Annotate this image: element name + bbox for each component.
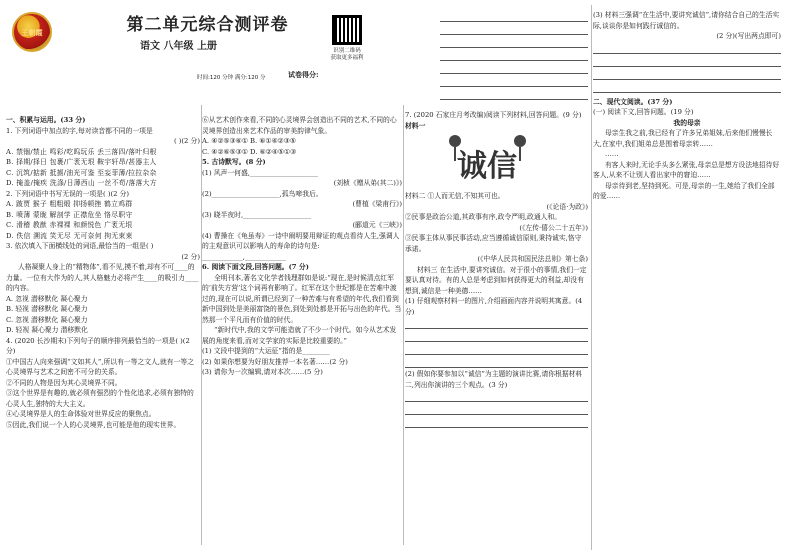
question: 3. 依次填入下面横线处的词语,最恰当的一组是( )	[6, 242, 154, 250]
poem-line[interactable]: (1) 风声一何盛,____________________	[202, 168, 318, 177]
sentence: ⑤因此,我们说一个人的心灵境界,也可能是他的现实世界。	[6, 420, 181, 429]
sentence: ④心灵境界是人的生命体验对世界反应的聚焦点。	[6, 410, 156, 418]
question: (4) 曹操在《龟虽寿》一诗中阐明要用辩证的观点看待人生,强调人的主观意识可以影响人的寿命的诗句是:	[202, 231, 400, 250]
question: (2) 如果你想要为好朋友推荐一本名著……(2 分)	[202, 357, 348, 366]
sentence: ⑥从艺术创作来看,不同的心灵境界会创造出不同的艺术,不同的心灵境界创造出来艺术作品的审美韵律气象。	[202, 116, 397, 135]
sentence: ③这个世界是有趣的,就必须有强烈的个性化追求,必须有独特的心灵人生,独特的大大主义。	[6, 389, 194, 408]
citation: (刘桢《赠从弟(其二)》)	[333, 179, 402, 187]
note: (2 分)(写出两点即可)	[716, 32, 781, 40]
answer-line[interactable]: ____________,____________	[202, 252, 286, 261]
citation: (郦道元《三峡》)	[352, 221, 402, 229]
article-paragraph: 母亲生我之前,我已经有了许多兄弟姐妹,后来他们慢慢长大,在家中,我们姐弟总是围着母亲转……	[593, 129, 773, 148]
material-text: ②民事是政治公道,其政事有序,政令严明,政通人和。	[405, 213, 562, 221]
column-4	[593, 10, 781, 202]
qr-code-icon[interactable]	[332, 15, 362, 45]
option: A. 忽视 潜移默化 凝心聚力	[6, 294, 88, 303]
question: 1. 下列词语中加点的字,每对读音都不同的一项是	[6, 126, 153, 135]
svg-text:诚信: 诚信	[457, 149, 517, 184]
section-heading: 一、积累与运用。(33 分)	[6, 116, 86, 124]
qr-caption: 识别二维码 获取更多福利	[330, 48, 364, 61]
sentence: ②不同的人物是因为其心灵境界不同。	[6, 378, 122, 387]
citation: (《左传·僖公二十五年》)	[519, 223, 588, 232]
column-3	[405, 110, 588, 429]
answer-slot[interactable]: (2 分)	[181, 252, 200, 261]
question: (一) 阅读下文,回答问题。(19 分)	[593, 108, 694, 116]
column-2	[202, 115, 402, 378]
divider	[591, 5, 592, 550]
logo	[12, 12, 52, 52]
option: A. ④②⑤③⑥① B. ⑥①④②③⑤	[202, 137, 296, 145]
citation: (《论语·为政》)	[546, 202, 588, 211]
passage: 人格凝聚人身上的“精物体”,看不见,摸不着,却有不可____的力量。一位有大作为的人,其人格魅力必将产生____的吸引力____的内容。	[6, 263, 199, 292]
question: 2. 下列词语中书写无误的一项是( )(2 分)	[6, 189, 130, 198]
integrity-cartoon-image	[430, 131, 545, 191]
answer-lines[interactable]	[440, 10, 588, 101]
section-heading: 二、现代文阅读。(37 分)	[593, 97, 673, 106]
material-text: 材料二 ①人而无信,不知其可也。	[405, 192, 505, 200]
citation: (《中华人民共和国民法总则》第七条)	[477, 255, 588, 263]
option: C. ④②⑥⑤③① D. ⑥②④⑤①③	[202, 147, 297, 156]
question: (1) 仔细观察材料一的图片,介绍画面内容并说明其寓意。(4 分)	[405, 297, 583, 316]
citation: (曹植《梁甫行》)	[352, 200, 402, 208]
answer-slot[interactable]: ( )(2 分)	[173, 137, 200, 145]
question: (1) 文段中提到的“大运征”指的是________	[202, 347, 330, 355]
question: (2) 假如你要参加以“诚信”为主题的演讲比赛,请你根据材料二,列出你演讲的三个观点。(3 分)	[405, 370, 583, 389]
article-paragraph: ……	[605, 150, 619, 158]
exam-meta: 时间:120 分钟 满分:120 分	[197, 75, 266, 81]
divider	[403, 105, 404, 545]
option: B. 择期/择日 包裹/广袤无垠 鞍宇轩昂/甚器主人	[6, 158, 157, 166]
score-label: 试卷得分:	[288, 70, 319, 79]
sentence: ①中国古人向来强调“文如其人”,所以有一等之文人,就有一等之心灵境界与艺术之间密不可分的关系。	[6, 357, 194, 376]
material-text: ③民事主体从事民事活动,应当遵循诚信原则,秉持诚实,恪守承诺。	[405, 234, 582, 253]
question: (3) 材料三强调“在生活中,要讲究诚信”,请你结合自己的生活实际,谈谈你是如何践行诚信的。	[593, 11, 780, 30]
question: 7. (2020 石家庄月考改编)阅读下列材料,回答问题。(9 分)	[405, 111, 582, 119]
article-paragraph: 母亲待到老,坚持到死。可是,母亲的一生,她给了我们全部的爱……	[593, 181, 775, 200]
column-1	[6, 115, 200, 430]
option: D. 轻视 凝心聚力 潜移默化	[6, 326, 88, 334]
option: C. 滑稽 教猷 赤裸裸 和颜悦色 广袤无垠	[6, 221, 133, 229]
option: D. 佚信 溯流 笑无尽 无可奈何 拘无束束	[6, 231, 133, 240]
article-title: 我的母亲	[673, 118, 701, 127]
option: B. 轻视 潜移默化 凝心聚力	[6, 305, 88, 313]
option: B. 喷薄 蒙眬 解剖学 正襟危坐 恪尽职守	[6, 210, 133, 219]
question: (3) 请你为一次编辑,请对本次……(5 分)	[202, 368, 323, 376]
material-text: 材料三 在生活中,要讲究诚信。对于很小的事情,我们一定要认真对待。有的人总是考虑到如何获得更大的利益,却没有想到,诚信是一种美德……	[405, 265, 587, 295]
poem-line[interactable]: (3) 晓半夜时,____________________	[202, 210, 312, 219]
article-paragraph: 有客人来时,无论手头多么紧张,母亲总是想方设法地招待好客人,从来不让别人看出家中的窘迫……	[593, 160, 780, 179]
question: 4. (2020 长沙期末)下列句子的顺序排列最恰当的一项是( )(2 分)	[6, 336, 190, 355]
logo-text: 王朝霞	[21, 29, 43, 37]
question: 6. 阅读下面文段,回答问题。(7 分)	[202, 263, 309, 271]
option: A. 禁锢/禁止 鸣彩/吃呜玩乐 丢三落四/落叶归根	[6, 147, 157, 156]
option: A. 跛贾 猴子 粗粗煅 抑扬顿挫 鹤立鸡群	[6, 200, 133, 208]
page-subtitle: 语文 八年级 上册	[140, 41, 217, 52]
material-label: 材料一	[405, 121, 426, 130]
question: 5. 古诗默写。(8 分)	[202, 158, 266, 166]
passage: “新时代中,我的文学可能造就了不少一个时代。如今从艺术发展的角度来看,而对文学家的实际是比较重要的。”	[202, 326, 397, 345]
poem-line[interactable]: (2)____________________,孤鸟啼我后。	[202, 189, 323, 198]
option: C. 忽视 潜移默化 凝心聚力	[6, 315, 88, 324]
passage: 全明刊本,著名文化学者钱理群如是说:“现在,是时候清点红军的‘前失方营’这个词再有影响了。红军在这个世纪都是在苦难中渡过的,现在可以说,所谓已经到了一种苦难与有希望的年代,我们看到新中国到处是美丽富饶的景色,到处到处都是开拓与出色的年代。当然那一个平凡而有价值的时代。	[202, 273, 402, 324]
option: C. 沉筑/掂新 抵掳/油光可鉴 至妄菲薄/拉拉杂杂	[6, 168, 157, 177]
page-title: 第二单元综合测评卷	[126, 15, 289, 35]
option: D. 掩盖/掩疾 洗涤/日薄西山 一丝不苟/落落大方	[6, 179, 157, 187]
